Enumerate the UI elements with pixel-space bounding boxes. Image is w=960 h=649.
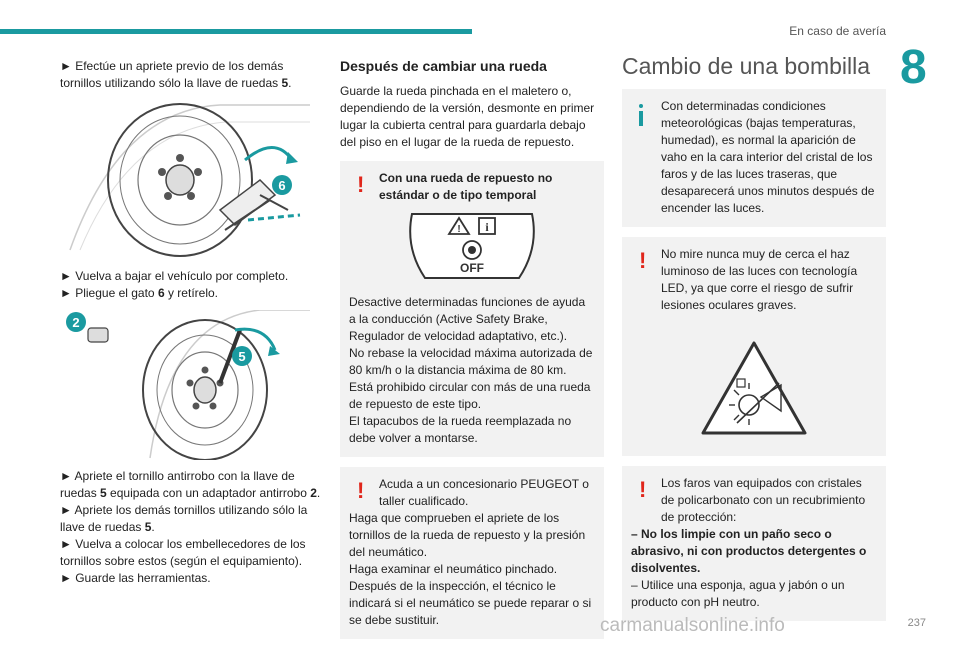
- callout-2: 2: [72, 315, 80, 330]
- callout-6: 6: [278, 178, 286, 193]
- after-change-intro: Guarde la rueda pinchada en el maletero o, dependiendo de la versión, desmonte en primer lugar la cubierta central para guardarla debajo del piso en el lugar de la rueda de repuesto.: [340, 84, 595, 149]
- callout-5: 5: [238, 349, 246, 364]
- watermark: carmanualsonline.info: [600, 615, 785, 636]
- warning-icon: !: [639, 248, 647, 273]
- warning-icon: !: [357, 172, 365, 197]
- svg-text:!: !: [457, 224, 461, 235]
- jack-lowering-illustration: [60, 100, 310, 260]
- warning-line-2: – No los limpie con un paño seco o abrasivo, ni con productos detergentes o disolventes.: [631, 527, 867, 575]
- step-fold-jack: ► Pliegue el gato 6 y retírelo.: [60, 286, 218, 300]
- warning-led: [622, 237, 886, 456]
- warning-line-3: Está prohibido circular con más de una rueda de repuesto de este tipo.: [349, 380, 591, 411]
- step-tighten-others: ► Apriete los demás tornillos utilizando sólo la llave de ruedas 5.: [60, 503, 308, 534]
- warning-line-1: Desactive determinadas funciones de ayuda a la conducción (Active Safety Brake, Regulador de velocidad adaptativo, etc.).: [349, 295, 586, 343]
- chapter-number: 8: [900, 41, 927, 94]
- warning-line-3: Haga examinar el neumático pinchado.: [349, 562, 558, 576]
- column-wheel-steps: [60, 58, 322, 587]
- warning-line-4: El tapacubos de la rueda reemplazada no debe volver a montarse.: [349, 414, 572, 445]
- heading-bulb-change: Cambio de una bombilla: [622, 53, 871, 79]
- warning-title: Con una rueda de repuesto no estándar o de tipo temporal: [379, 171, 553, 202]
- warning-line-2: No rebase la velocidad máxima autorizada de 80 km/h o la distancia máxima de 80 km.: [349, 346, 593, 377]
- info-text: Con determinadas condiciones meteorológicas (bajas temperaturas, humedad), es normal la aparición de vaho en la cara interior del cristal de los faros y de las luces traseras, que desaparecerá unos minutos después de encender las luces.: [661, 99, 875, 215]
- warning-line-1: Acuda a un concesionario PEUGEOT o taller cualificado.: [379, 477, 589, 508]
- off-label: OFF: [460, 261, 484, 275]
- eye-hazard-icon: [699, 339, 809, 437]
- section-title: En caso de avería: [789, 24, 886, 38]
- warning-dealer-check: [340, 467, 604, 639]
- step-pretighten: ► Efectúe un apriete previo de los demás tornillos utilizando sólo la llave de ruedas 5.: [60, 59, 292, 90]
- info-condensation: [622, 89, 886, 227]
- warning-temporary-wheel: [340, 161, 604, 457]
- warning-polycarbonate: [622, 466, 886, 621]
- wheel-tighten-illustration: [60, 310, 310, 460]
- warning-icon: !: [357, 478, 365, 503]
- column-bulb-change: [622, 53, 886, 631]
- step-lower-vehicle: ► Vuelva a bajar el vehículo por completo.: [60, 269, 289, 283]
- warning-line-2: Haga que comprueben el apriete de los tornillos de la rueda de repuesto y la presión del neumático.: [349, 511, 586, 559]
- safety-brake-off-icon: [349, 212, 595, 284]
- step-antitheft: ► Apriete el tornillo antirrobo con la llave de ruedas 5 equipada con un adaptador antirrobo 2.: [60, 469, 321, 500]
- info-icon: [639, 104, 643, 126]
- warning-led-text: No mire nunca muy de cerca el haz luminoso de las luces con tecnología LED, ya que corre el riesgo de sufrir lesiones oculares graves.: [661, 247, 858, 312]
- warning-icon: !: [639, 477, 647, 502]
- warning-line-4: Después de la inspección, el técnico le indicará si el neumático se puede reparar o si se debe sustituir.: [349, 579, 592, 627]
- page-number: 237: [907, 617, 926, 629]
- top-accent-bar: [0, 29, 472, 34]
- warning-line-3: – Utilice una esponja, agua y jabón o un producto con pH neutro.: [631, 578, 845, 609]
- step-caps: ► Vuelva a colocar los embellecedores de los tornillos sobre estos (según el equipamiento).: [60, 537, 306, 568]
- warning-line-1: Los faros van equipados con cristales de policarbonato con un recubrimiento de protección:: [661, 476, 866, 524]
- column-after-change: [340, 58, 604, 649]
- svg-text:i: i: [485, 220, 489, 234]
- heading-after-change: Después de cambiar una rueda: [340, 58, 547, 74]
- step-store-tools: ► Guarde las herramientas.: [60, 571, 211, 585]
